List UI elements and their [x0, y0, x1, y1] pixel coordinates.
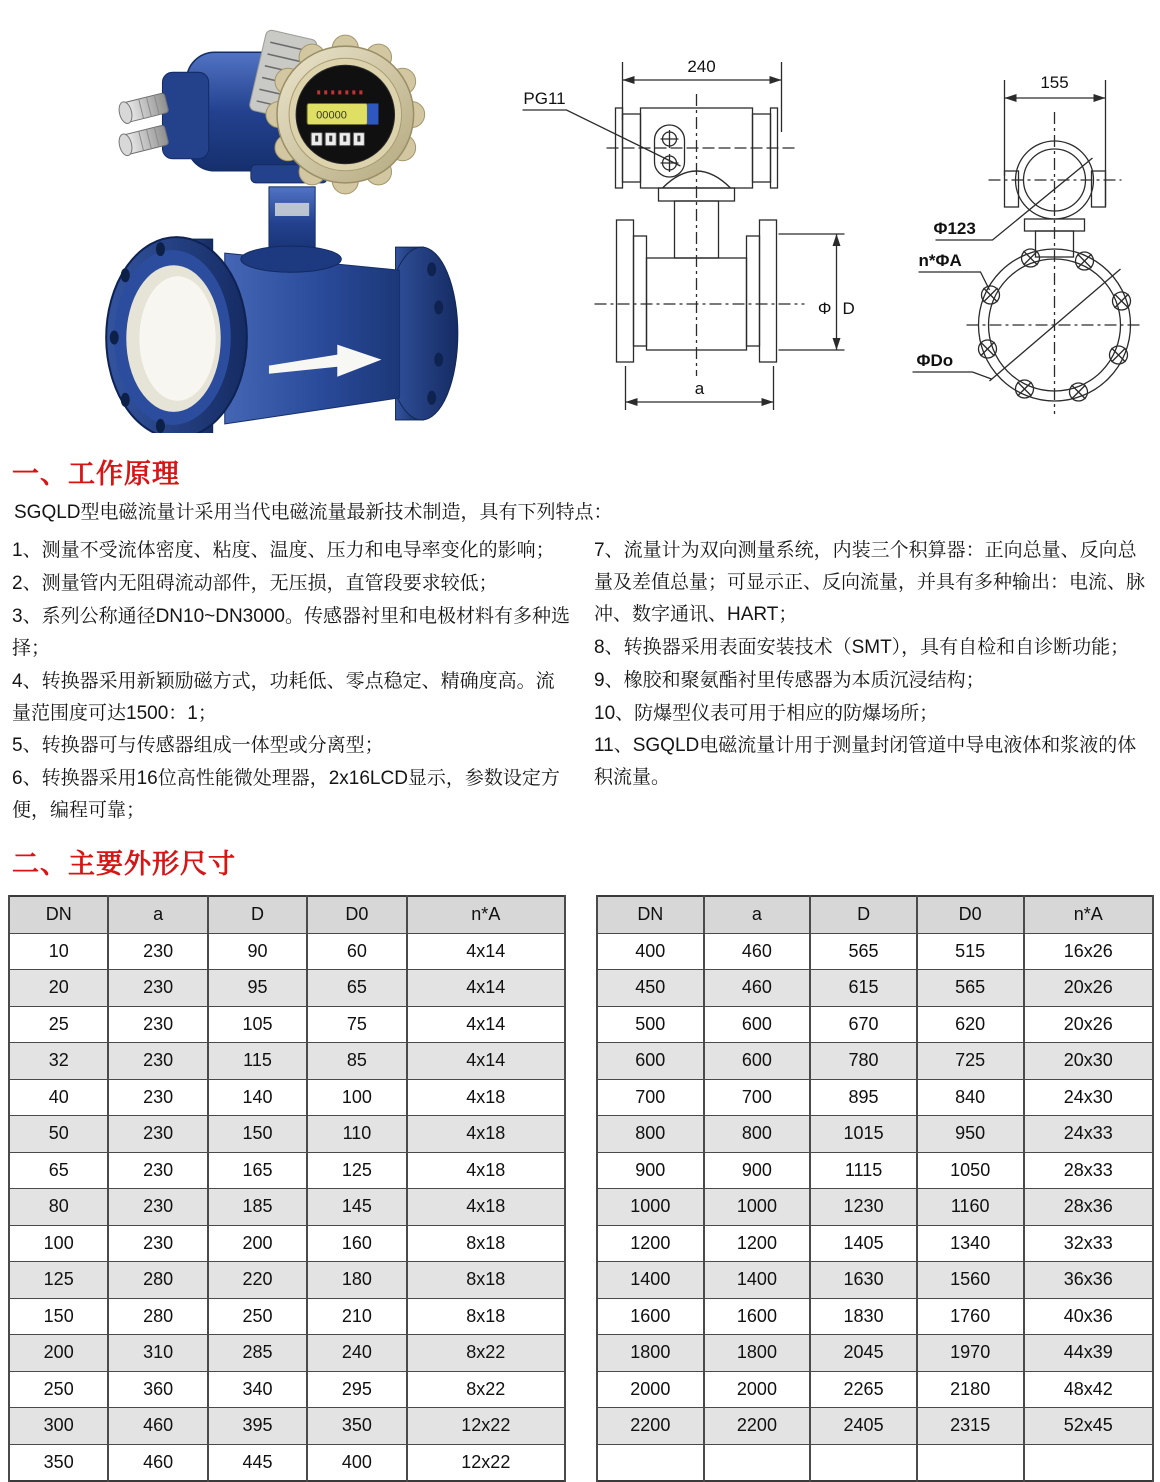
table-cell: 160 [307, 1225, 406, 1262]
table-cell: 12x22 [407, 1408, 565, 1445]
table-cell: 1160 [917, 1189, 1024, 1226]
table-cell: 1000 [704, 1189, 811, 1226]
column-header: D [810, 896, 917, 933]
table-cell: 230 [108, 1225, 207, 1262]
table-cell: 250 [9, 1371, 108, 1408]
feature-item: 8、转换器采用表面安装技术（SMT），具有自检和自诊断功能； [594, 636, 1130, 658]
table-cell: 140 [208, 1079, 307, 1116]
table-cell: 2200 [597, 1408, 704, 1445]
table-cell: 400 [597, 933, 704, 970]
table-cell: 12x22 [407, 1444, 565, 1481]
table-cell: 395 [208, 1408, 307, 1445]
table-cell: 565 [810, 933, 917, 970]
table-cell: 24x30 [1024, 1079, 1154, 1116]
table-cell: 28x33 [1024, 1152, 1154, 1189]
table-cell: 4x14 [407, 1043, 565, 1080]
table-cell: 1050 [917, 1152, 1024, 1189]
pg11-label: PG11 [523, 89, 566, 108]
table-cell: 80 [9, 1189, 108, 1226]
table-cell: 460 [704, 933, 811, 970]
table-row [9, 1152, 565, 1189]
table-cell: 200 [208, 1225, 307, 1262]
table-row [9, 1371, 565, 1408]
table-cell: 4x18 [407, 1116, 565, 1153]
table-cell: 400 [307, 1444, 406, 1481]
table-cell: 20x26 [1024, 1006, 1154, 1043]
table-cell: 1200 [597, 1225, 704, 1262]
table-row [9, 1444, 565, 1481]
table-cell: 145 [307, 1189, 406, 1226]
table-cell: 1970 [917, 1335, 1024, 1372]
table-cell: 2180 [917, 1371, 1024, 1408]
table-cell: 1830 [810, 1298, 917, 1335]
table-cell: 44x39 [1024, 1335, 1154, 1372]
table-cell: 4x14 [407, 933, 565, 970]
column-header: n*A [407, 896, 565, 933]
column-header: DN [9, 896, 108, 933]
table-cell: 230 [108, 1152, 207, 1189]
table-cell: 8x18 [407, 1298, 565, 1335]
table-cell: 4x14 [407, 970, 565, 1007]
table-cell: 2200 [704, 1408, 811, 1445]
table-cell: 40x36 [1024, 1298, 1154, 1335]
table-cell: 800 [704, 1116, 811, 1153]
table-cell: 75 [307, 1006, 406, 1043]
table-cell: 85 [307, 1043, 406, 1080]
table-row [9, 1262, 565, 1299]
table-cell: 350 [307, 1408, 406, 1445]
table-cell: 600 [704, 1043, 811, 1080]
table-cell: 2000 [597, 1371, 704, 1408]
table-cell: 670 [810, 1006, 917, 1043]
drawing-front-view [480, 28, 888, 433]
table-cell: 2265 [810, 1371, 917, 1408]
table-cell: 1630 [810, 1262, 917, 1299]
table-cell: 150 [9, 1298, 108, 1335]
table-cell: 700 [597, 1079, 704, 1116]
table-cell: 100 [9, 1225, 108, 1262]
table-cell: 230 [108, 1189, 207, 1226]
table-row [9, 1189, 565, 1226]
table-cell: 1400 [597, 1262, 704, 1299]
table-cell: 24x33 [1024, 1116, 1154, 1153]
table-cell: 450 [597, 970, 704, 1007]
table-cell: 100 [307, 1079, 406, 1116]
product-photo [78, 6, 480, 438]
bolt-spec-label: n*ΦA [918, 251, 962, 270]
table-cell: 500 [597, 1006, 704, 1043]
dimensions-table-left [8, 895, 566, 1482]
table-cell: 1400 [704, 1262, 811, 1299]
dim-240-label: 240 [687, 57, 716, 76]
table-row [597, 1371, 1153, 1408]
dim-155-label: 155 [1040, 73, 1069, 92]
table-cell: 36x36 [1024, 1262, 1154, 1299]
table-row [9, 1043, 565, 1080]
column-header: D0 [307, 896, 406, 933]
table-cell: 10 [9, 933, 108, 970]
intro-text: SGQLD型电磁流量计采用当代电磁流量最新技术制造，具有下列特点： [14, 502, 613, 523]
feature-item: 1、测量不受流体密度、粘度、温度、压力和电导率变化的影响； [12, 540, 555, 561]
table-header-row [9, 896, 565, 933]
section-1-title: 一、工作原理 [12, 459, 180, 489]
table-cell: 32 [9, 1043, 108, 1080]
table-cell: 1200 [704, 1225, 811, 1262]
cable-glands [117, 92, 169, 157]
table-cell: 285 [208, 1335, 307, 1372]
phi123-label: Φ123 [933, 219, 976, 238]
dimensions-table-right [596, 895, 1154, 1482]
table-cell: 280 [108, 1262, 207, 1299]
feature-item: 4、转换器采用新颖励磁方式，功耗低、零点稳定、精确度高。流量范围度可达1500：1； [12, 670, 555, 724]
table-cell: 115 [208, 1043, 307, 1080]
table-cell: 600 [597, 1043, 704, 1080]
table-row [597, 1408, 1153, 1445]
table-cell [917, 1444, 1024, 1481]
table-cell: 40 [9, 1079, 108, 1116]
table-cell: 105 [208, 1006, 307, 1043]
table-cell [704, 1444, 811, 1481]
table-cell: 25 [9, 1006, 108, 1043]
table-cell: 65 [9, 1152, 108, 1189]
table-cell: 48x42 [1024, 1371, 1154, 1408]
table-cell: 8x18 [407, 1262, 565, 1299]
table-cell: 1000 [597, 1189, 704, 1226]
feature-item: 11、SGQLD电磁流量计用于测量封闭管道中导电液体和浆液的体积流量。 [594, 735, 1137, 789]
table-cell: 210 [307, 1298, 406, 1335]
table-row [9, 933, 565, 970]
table-row [597, 1444, 1153, 1481]
table-cell: 445 [208, 1444, 307, 1481]
feature-item: 10、防爆型仪表可用于相应的防爆场所； [594, 702, 939, 724]
table-row [9, 1298, 565, 1335]
flange-dia-label: ΦDo [916, 351, 954, 370]
drawing-side-view [888, 28, 1154, 433]
table-row [9, 1335, 565, 1372]
table-cell: 250 [208, 1298, 307, 1335]
table-cell: 230 [108, 1116, 207, 1153]
table-row [597, 1262, 1153, 1299]
table-cell: 125 [9, 1262, 108, 1299]
table-cell: 110 [307, 1116, 406, 1153]
table-cell: 900 [597, 1152, 704, 1189]
table-cell: 1340 [917, 1225, 1024, 1262]
table-row [597, 970, 1153, 1007]
table-cell: 240 [307, 1335, 406, 1372]
table-cell: 165 [208, 1152, 307, 1189]
feature-item: 3、系列公称通径DN10~DN3000。传感器衬里和电极材料有多种选择； [12, 605, 570, 659]
table-cell: 90 [208, 933, 307, 970]
table-cell [1024, 1444, 1154, 1481]
section-2-title: 二、主要外形尺寸 [12, 849, 236, 880]
table-cell: 180 [307, 1262, 406, 1299]
table-cell: 460 [704, 970, 811, 1007]
table-cell: 600 [704, 1006, 811, 1043]
table-cell: 1600 [597, 1298, 704, 1335]
table-cell: 2405 [810, 1408, 917, 1445]
table-cell: 780 [810, 1043, 917, 1080]
table-cell: 350 [9, 1444, 108, 1481]
table-cell: 840 [917, 1079, 1024, 1116]
table-cell: 800 [597, 1116, 704, 1153]
table-cell: 50 [9, 1116, 108, 1153]
table-cell: 1405 [810, 1225, 917, 1262]
table-cell: 8x22 [407, 1335, 565, 1372]
table-cell: 1600 [704, 1298, 811, 1335]
table-cell: 280 [108, 1298, 207, 1335]
feature-columns [0, 534, 1160, 828]
table-cell: 295 [307, 1371, 406, 1408]
table-cell: 20x30 [1024, 1043, 1154, 1080]
feature-item: 5、转换器可与传感器组成一体型或分离型； [12, 735, 384, 757]
column-header: DN [597, 896, 704, 933]
table-cell: 230 [108, 933, 207, 970]
table-cell: 32x33 [1024, 1225, 1154, 1262]
table-cell: 60 [307, 933, 406, 970]
features-left-column [12, 534, 570, 828]
table-cell: 1560 [917, 1262, 1024, 1299]
table-cell: 16x26 [1024, 933, 1154, 970]
table-row [597, 1152, 1153, 1189]
table-cell: 230 [108, 1079, 207, 1116]
table-cell: 565 [917, 970, 1024, 1007]
table-cell: 8x22 [407, 1371, 565, 1408]
column-header: a [108, 896, 207, 933]
table-row [9, 970, 565, 1007]
table-cell: 8x18 [407, 1225, 565, 1262]
table-cell: 95 [208, 970, 307, 1007]
table-row [597, 1189, 1153, 1226]
table-row [597, 1043, 1153, 1080]
column-header: a [704, 896, 811, 933]
column-header: D [208, 896, 307, 933]
dimension-tables [0, 887, 1160, 1482]
table-cell: 1015 [810, 1116, 917, 1153]
table-row [597, 933, 1153, 970]
table-cell: 150 [208, 1116, 307, 1153]
table-cell: 2000 [704, 1371, 811, 1408]
feature-item: 2、测量管内无阻碍流动部件，无压损，直管段要求较低； [12, 572, 498, 594]
dim-d-label: D [842, 299, 855, 318]
table-cell: 1760 [917, 1298, 1024, 1335]
feature-item: 9、橡胶和聚氨酯衬里传感器为本质沉浸结构； [594, 669, 985, 691]
table-cell: 220 [208, 1262, 307, 1299]
table-cell: 1115 [810, 1152, 917, 1189]
table-cell: 725 [917, 1043, 1024, 1080]
table-cell [810, 1444, 917, 1481]
table-cell: 620 [917, 1006, 1024, 1043]
column-header: n*A [1024, 896, 1154, 933]
figures-row [0, 0, 1160, 438]
table-cell: 4x14 [407, 1006, 565, 1043]
photo-neck [241, 187, 341, 272]
table-cell [597, 1444, 704, 1481]
table-cell: 460 [108, 1444, 207, 1481]
table-cell: 4x18 [407, 1189, 565, 1226]
table-row [597, 1116, 1153, 1153]
table-cell: 20 [9, 970, 108, 1007]
table-row [9, 1116, 565, 1153]
table-cell: 900 [704, 1152, 811, 1189]
photo-sensor-body [225, 253, 400, 424]
features-right-column [594, 534, 1152, 828]
table-cell: 200 [9, 1335, 108, 1372]
table-cell: 185 [208, 1189, 307, 1226]
feature-item: 6、转换器采用16位高性能微处理器，2x16LCD显示，参数设定方便，编程可靠； [12, 768, 560, 822]
table-row [9, 1225, 565, 1262]
dim-a-label: a [694, 379, 705, 398]
table-cell: 125 [307, 1152, 406, 1189]
table-cell: 230 [108, 970, 207, 1007]
table-cell: 700 [704, 1079, 811, 1116]
table-cell: 4x18 [407, 1152, 565, 1189]
table-cell: 1800 [597, 1335, 704, 1372]
table-cell: 950 [917, 1116, 1024, 1153]
table-row [597, 1225, 1153, 1262]
table-cell: 300 [9, 1408, 108, 1445]
table-row [9, 1408, 565, 1445]
lcd-text: 00000 [316, 109, 347, 122]
table-cell: 1230 [810, 1189, 917, 1226]
table-row [9, 1006, 565, 1043]
table-cell: 4x18 [407, 1079, 565, 1116]
column-header: D0 [917, 896, 1024, 933]
table-cell: 895 [810, 1079, 917, 1116]
table-cell: 65 [307, 970, 406, 1007]
table-cell: 515 [917, 933, 1024, 970]
table-cell: 310 [108, 1335, 207, 1372]
table-row [9, 1079, 565, 1116]
table-cell: 1800 [704, 1335, 811, 1372]
table-cell: 230 [108, 1043, 207, 1080]
table-row [597, 1006, 1153, 1043]
table-cell: 52x45 [1024, 1408, 1154, 1445]
table-cell: 2315 [917, 1408, 1024, 1445]
table-row [597, 1298, 1153, 1335]
table-cell: 230 [108, 1006, 207, 1043]
table-cell: 28x36 [1024, 1189, 1154, 1226]
table-header-row [597, 896, 1153, 933]
table-cell: 360 [108, 1371, 207, 1408]
table-row [597, 1079, 1153, 1116]
table-cell: 2045 [810, 1335, 917, 1372]
table-cell: 615 [810, 970, 917, 1007]
table-cell: 20x26 [1024, 970, 1154, 1007]
dim-phi-label: Φ [817, 299, 832, 318]
table-row [597, 1335, 1153, 1372]
table-cell: 460 [108, 1408, 207, 1445]
table-cell: 340 [208, 1371, 307, 1408]
feature-item: 7、流量计为双向测量系统，内装三个积算器：正向总量、反向总量及差值总量；可显示正、反向流量，并具有多种输出：电流、脉冲、数字通讯、HART； [594, 540, 1146, 625]
photo-left-flange [106, 237, 247, 433]
